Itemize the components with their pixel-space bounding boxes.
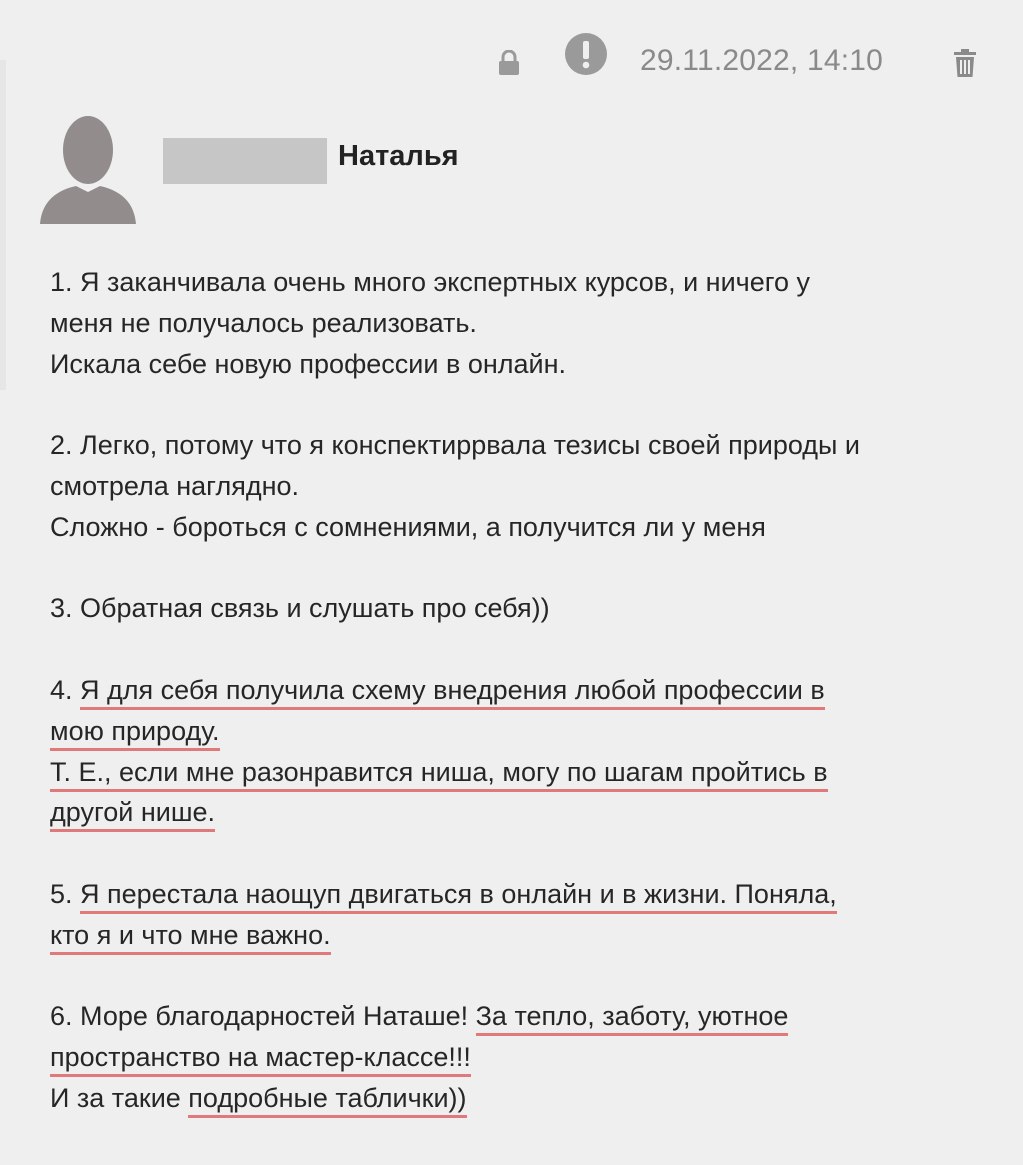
message-line [50, 670, 1010, 711]
message-line [50, 792, 1010, 833]
message-line [50, 711, 1010, 752]
highlighted-text: Т. Е., если мне разонравится ниша, могу по шагам пройтись в [50, 757, 828, 792]
message-text: И за такие [50, 1082, 189, 1113]
message-text: 5. [50, 878, 81, 909]
message-text: 6. Море благодарностей Наташе! [50, 1001, 476, 1032]
highlighted-text: Я перестала наощуп двигаться в онлайн и в жизни. Поняла, [80, 879, 837, 914]
message-line [50, 874, 1010, 915]
message-line: 2. Легко, потому что я конспектиррвала тезисы своей природы и [50, 430, 861, 461]
message-text: 4. [50, 674, 81, 705]
redacted-surname [163, 138, 327, 184]
message-line: 1. Я заканчивала очень много экспертных курсов, и ничего у [50, 267, 811, 297]
message-line: смотрела наглядно. [50, 470, 299, 501]
lock-icon[interactable] [498, 50, 520, 76]
message-line: 3. Обратная связь и слушать про себя)) [50, 593, 550, 624]
left-edge-shadow [0, 60, 6, 390]
message-line: Сложно - бороться с сомнениями, а получится ли у меня [50, 511, 766, 542]
message-timestamp: 29.11.2022, 14:10 [640, 44, 884, 77]
highlighted-text: другой нише. [50, 797, 215, 832]
highlighted-text: пространство на мастер-классе!!! [50, 1042, 471, 1077]
message-line: меня не получалось реализовать. [50, 307, 477, 338]
user-avatar-icon [38, 112, 138, 227]
message-toolbar [0, 30, 1023, 90]
message-line [50, 996, 1010, 1037]
message-line [50, 1078, 1010, 1119]
highlighted-text: Я для себя получила схему внедрения любой профессии в [80, 675, 825, 710]
message-body [50, 262, 1010, 1119]
author-name: Наталья [338, 140, 459, 172]
exclamation-circle-icon[interactable] [564, 32, 608, 76]
message-line: Искала себе новую профессии в онлайн. [50, 348, 567, 379]
message-line [50, 915, 1010, 956]
message-line [50, 1037, 1010, 1078]
message-line [50, 752, 1010, 793]
highlighted-text: За тепло, заботу, уютное [476, 1001, 789, 1036]
highlighted-text: кто я и что мне важно. [50, 920, 331, 955]
highlighted-text: мою природу. [50, 716, 220, 751]
highlighted-text: подробные таблички)) [188, 1083, 466, 1118]
trash-icon[interactable] [952, 48, 978, 78]
